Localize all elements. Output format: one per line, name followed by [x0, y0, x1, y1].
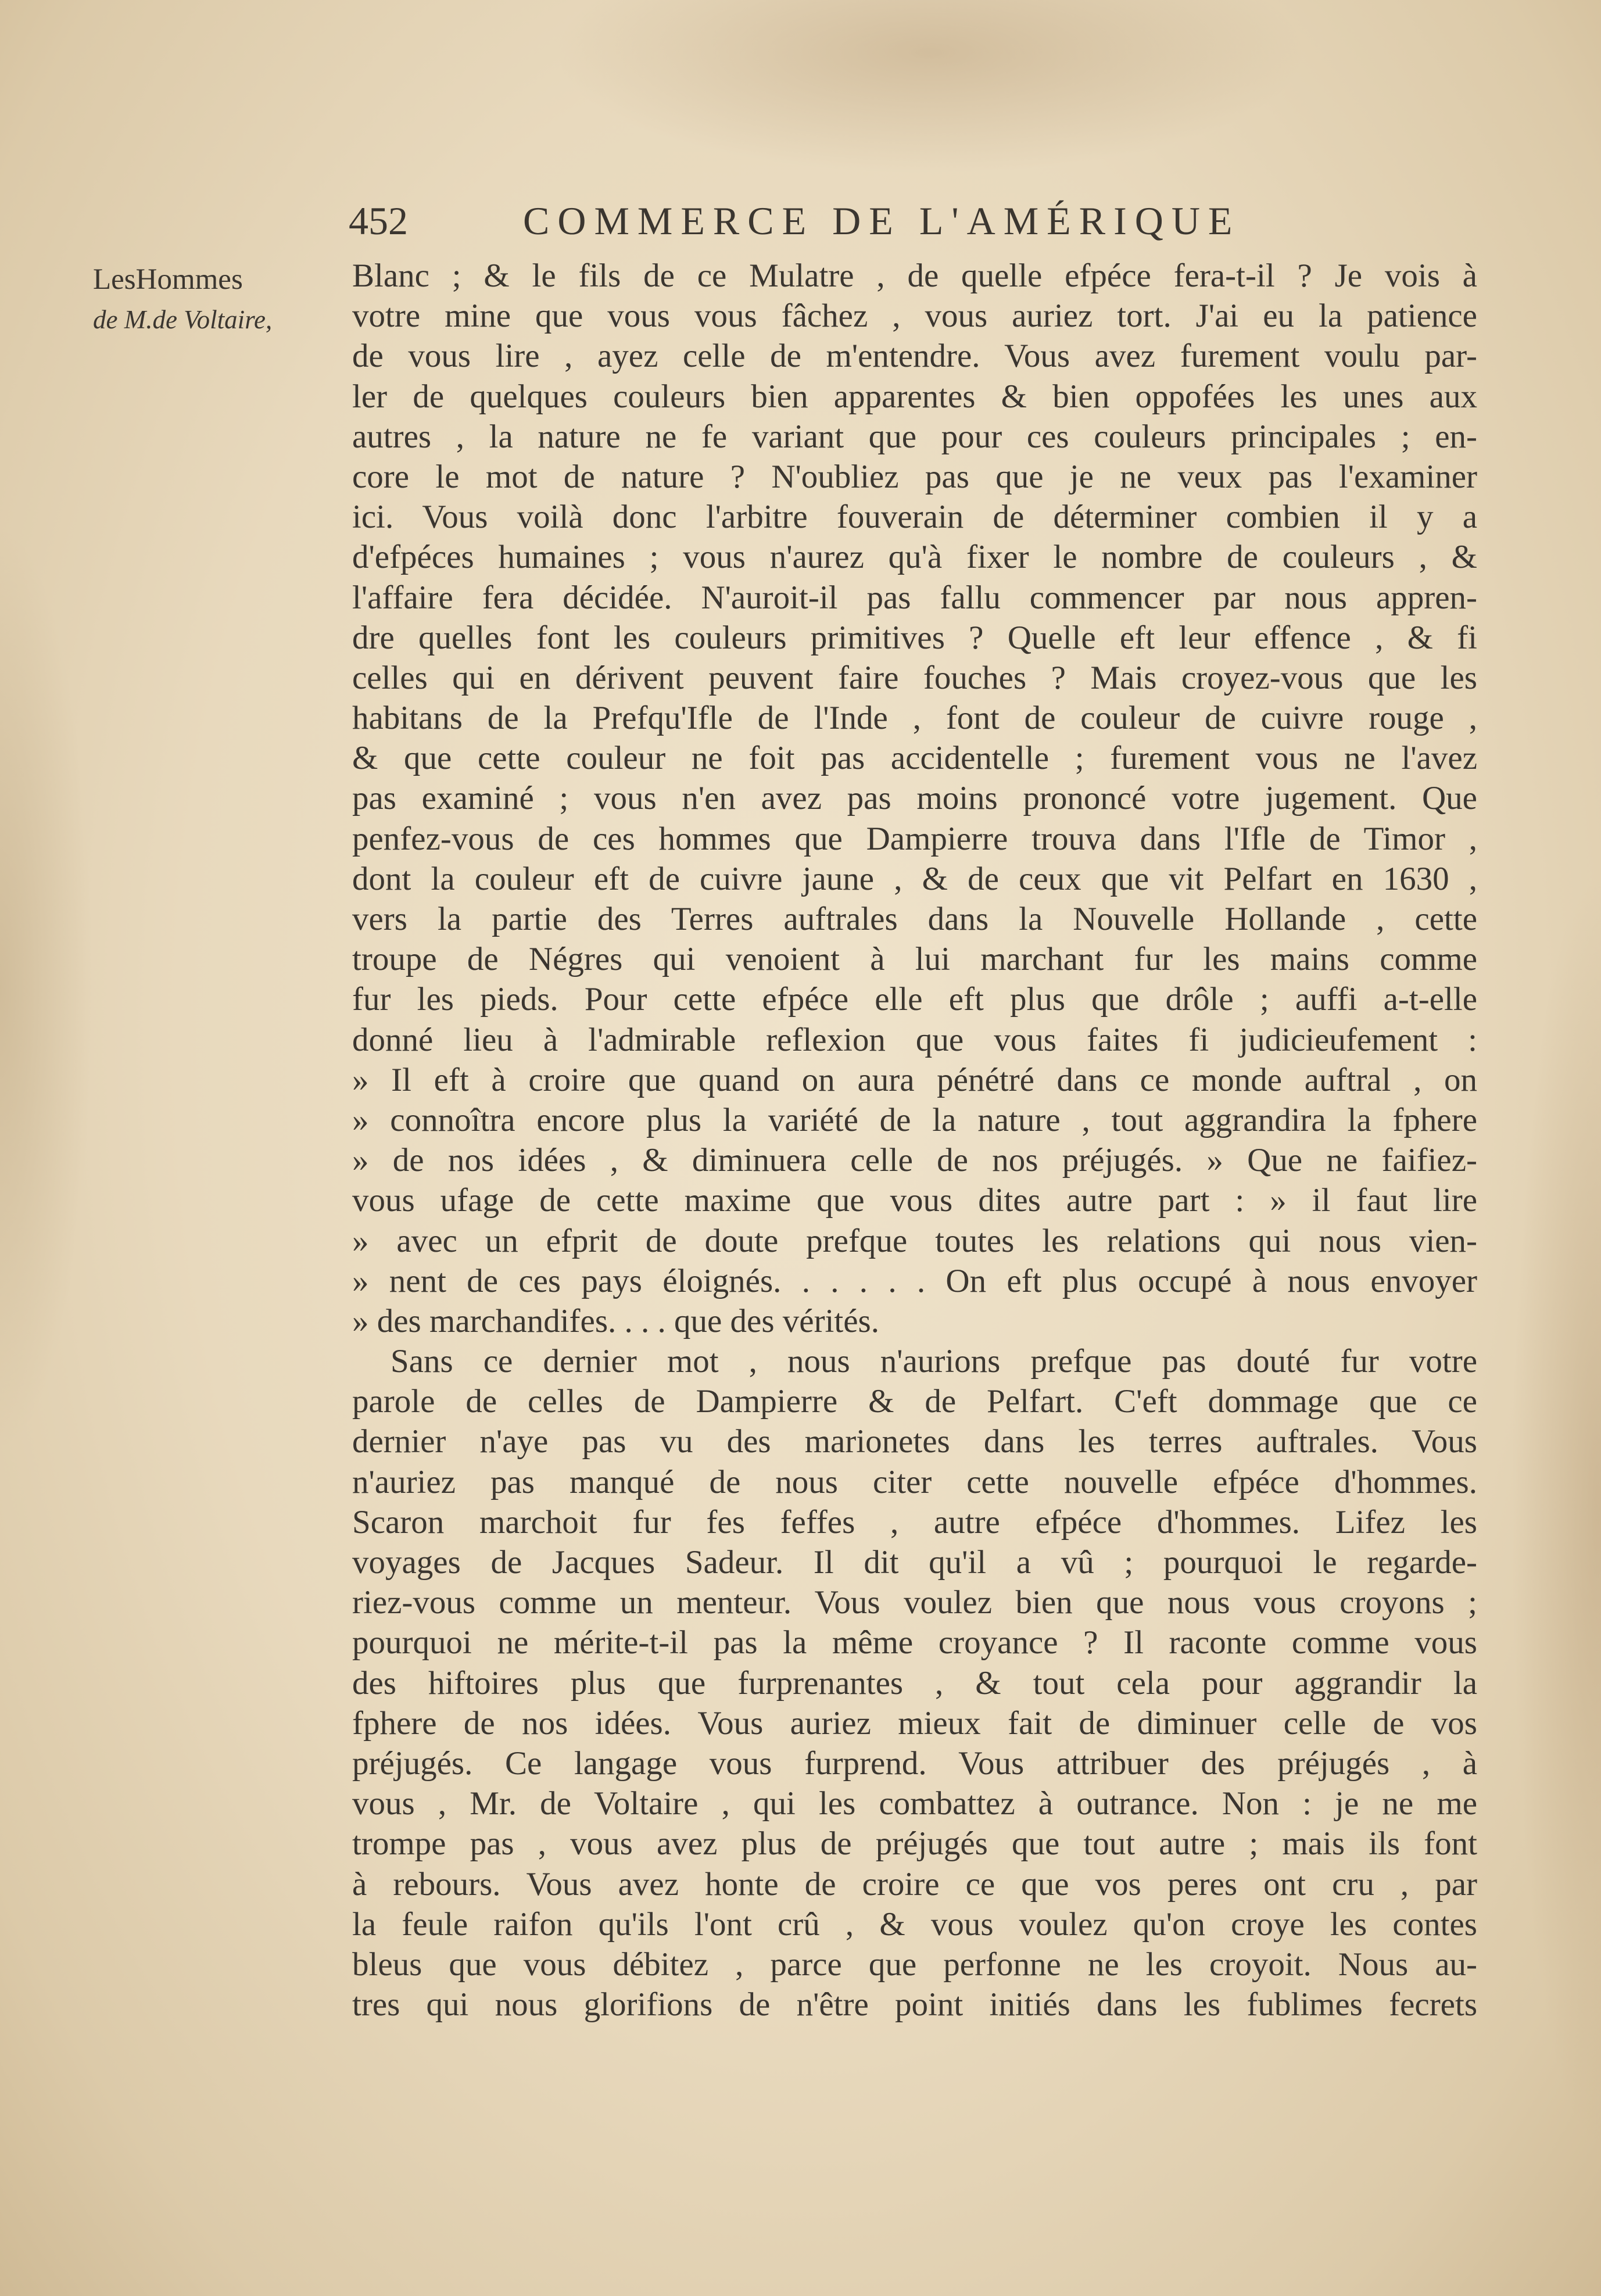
text-line: vers la partie des Terres auftrales dans la Nouvelle Hollande , cette: [352, 901, 1477, 937]
text-line: core le mot de nature ? N'oubliez pas que je ne veux pas l'examiner: [352, 458, 1477, 495]
text-line: bleus que vous débitez , parce que perfonne ne les croyoit. Nous au-: [352, 1946, 1477, 1983]
text-line: parole de celles de Dampierre & de Pelfart. C'eft dommage que ce: [352, 1383, 1477, 1420]
text-line: l'affaire fera décidée. N'auroit-il pas fallu commencer par nous appren-: [352, 579, 1477, 616]
text-line: troupe de Négres qui venoient à lui marchant fur les mains comme: [352, 941, 1477, 978]
page-stain: [0, 523, 93, 1453]
text-line: préjugés. Ce langage vous furprend. Vous attribuer des préjugés , à: [352, 1745, 1477, 1782]
text-line: voyages de Jacques Sadeur. Il dit qu'il a vû ; pourquoi le regarde-: [352, 1544, 1477, 1581]
text-line: votre mine que vous vous fâchez , vous auriez tort. J'ai eu la patience: [352, 298, 1477, 335]
page-stain: [552, 0, 1308, 174]
text-line: Sans ce dernier mot , nous n'aurions prefque pas douté fur votre: [391, 1343, 1477, 1380]
text-line: pourquoi ne mérite-t-il pas la même croyance ? Il raconte comme vous: [352, 1624, 1477, 1661]
text-line: vous ufage de cette maxime que vous dites autre part : » il faut lire: [352, 1182, 1477, 1219]
text-line: d'efpéces humaines ; vous n'aurez qu'à fixer le nombre de couleurs , &: [352, 539, 1477, 576]
text-line: tres qui nous glorifions de n'être point initiés dans les fublimes fecrets: [352, 1986, 1477, 2023]
text-line: habitans de la Prefqu'Ifle de l'Inde , font de couleur de cuivre rouge ,: [352, 700, 1477, 737]
text-line: la feule raifon qu'ils l'ont crû , & vous voulez qu'on croye les contes: [352, 1905, 1477, 1943]
text-line: de vous lire , ayez celle de m'entendre. Vous avez furement voulu par-: [352, 338, 1477, 375]
margin-note: [93, 260, 343, 340]
text-line: dernier n'aye pas vu des marionetes dans les terres auftrales. Vous: [352, 1423, 1477, 1460]
text-line: vous , Mr. de Voltaire , qui les combattez à outrance. Non : je ne me: [352, 1785, 1477, 1822]
text-line: fur les pieds. Pour cette efpéce elle eft plus que drôle ; auffi a-t-elle: [352, 981, 1477, 1018]
page-number: 452: [349, 199, 408, 243]
text-line: dont la couleur eft de cuivre jaune , & de ceux que vit Pelfart en 1630 ,: [352, 860, 1477, 897]
text-line: n'auriez pas manqué de nous citer cette nouvelle efpéce d'hommes.: [352, 1463, 1477, 1500]
margin-note-line: de M.de Voltaire,: [93, 305, 273, 334]
text-line: à rebours. Vous avez honte de croire ce que vos peres ont cru , par: [352, 1865, 1477, 1903]
text-line: dre quelles font les couleurs primitives ? Quelle eft leur effence , & fi: [352, 619, 1477, 656]
page-stain: [1511, 872, 1601, 2150]
text-line: autres , la nature ne fe variant que pour ces couleurs principales ; en-: [352, 418, 1477, 455]
text-line: pas examiné ; vous n'en avez pas moins prononcé votre jugement. Que: [352, 780, 1477, 817]
page-header: [349, 192, 1302, 250]
running-title: COMMERCE DE L'AMÉRIQUE: [523, 199, 1241, 243]
text-line: » des marchandifes. . . . que des vérités.: [352, 1302, 879, 1339]
text-line: » de nos idées , & diminuera celle de nos préjugés. » Que ne faifiez-: [352, 1142, 1477, 1179]
text-line: Blanc ; & le fils de ce Mulatre , de quelle efpéce fera-t-il ? Je vois à: [352, 257, 1477, 294]
text-line: donné lieu à l'admirable reflexion que vous faites fi judicieufement :: [352, 1021, 1477, 1058]
text-line: » nent de ces pays éloignés. . . . . . On eft plus occupé à nous envoyer: [352, 1262, 1477, 1299]
margin-note-line: LesHommes: [93, 263, 243, 296]
text-line: Scaron marchoit fur fes feffes , autre efpéce d'hommes. Lifez les: [352, 1503, 1477, 1541]
text-line: penfez-vous de ces hommes que Dampierre trouva dans l'Ifle de Timor ,: [352, 820, 1477, 857]
text-line: » Il eft à croire que quand on aura pénétré dans ce monde auftral , on: [352, 1061, 1477, 1098]
text-line: ler de quelques couleurs bien apparentes & bien oppofées les unes aux: [352, 378, 1477, 415]
text-line: riez-vous comme un menteur. Vous voulez bien que nous vous croyons ;: [352, 1584, 1477, 1621]
text-line: fphere de nos idées. Vous auriez mieux fait de diminuer celle de vos: [352, 1704, 1477, 1742]
text-line: trompe pas , vous avez plus de préjugés que tout autre ; mais ils font: [352, 1825, 1477, 1862]
text-line: celles qui en dérivent peuvent faire fouches ? Mais croyez-vous que les: [352, 659, 1477, 696]
text-line: » connoîtra encore plus la variété de la nature , tout aggrandira la fphere: [352, 1101, 1477, 1138]
text-line: ici. Vous voilà donc l'arbitre fouverain de déterminer combien il y a: [352, 499, 1477, 536]
body-text: [352, 256, 1477, 2025]
text-line: » avec un efprit de doute prefque toutes les relations qui nous vien-: [352, 1222, 1477, 1259]
text-line: & que cette couleur ne foit pas accidentelle ; furement vous ne l'avez: [352, 740, 1477, 777]
text-line: des hiftoires plus que furprenantes , & tout cela pour aggrandir la: [352, 1664, 1477, 1702]
